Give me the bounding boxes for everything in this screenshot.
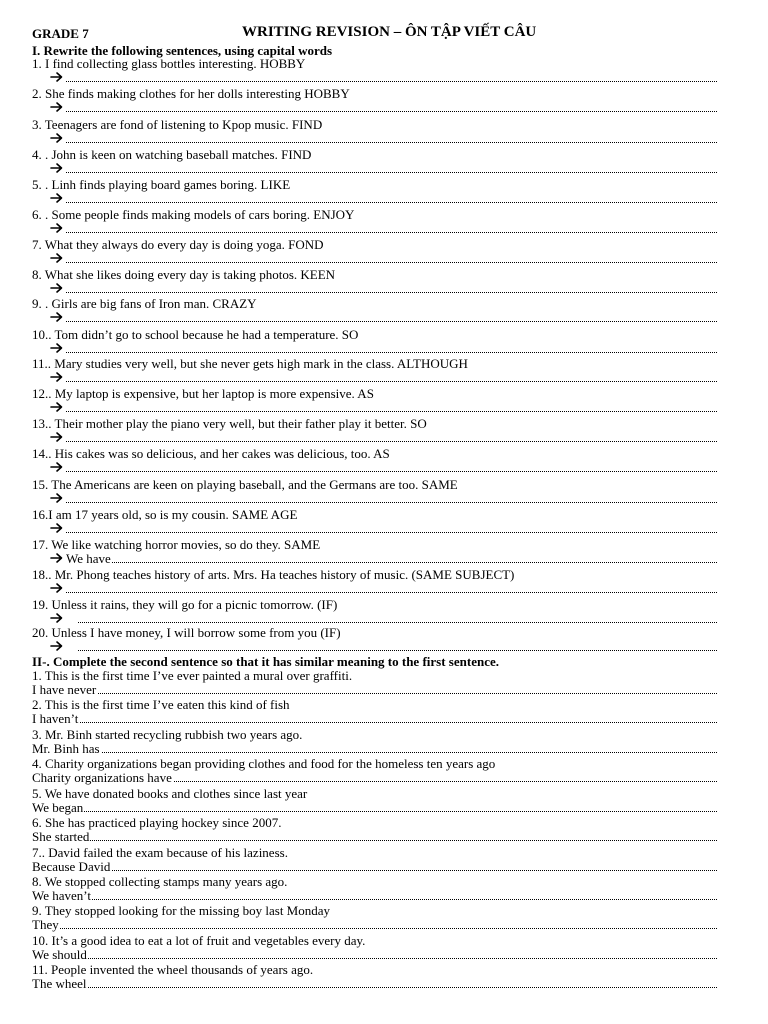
answer-line-14[interactable] <box>32 461 717 475</box>
question-20: 20. Unless I have money, I will borrow some from you (IF) <box>32 625 341 640</box>
prompt-sentence-9: 9. They stopped looking for the missing boy last Monday <box>32 903 331 918</box>
dotted-rule <box>66 292 717 293</box>
dotted-rule <box>66 352 717 353</box>
dotted-rule <box>32 693 717 694</box>
worksheet-header <box>32 26 722 42</box>
completion-line-8[interactable] <box>32 889 717 903</box>
completion-line-1[interactable] <box>32 683 717 697</box>
dotted-rule <box>66 471 717 472</box>
completion-line-2[interactable] <box>32 712 717 726</box>
completion-prefix: I have never <box>32 682 97 697</box>
worksheet-title: WRITING REVISION – ÔN TẬP VIẾT CÂU <box>242 24 537 40</box>
answer-line-17[interactable] <box>32 552 717 566</box>
completion-line-11[interactable] <box>32 977 717 991</box>
arrow-right-icon <box>50 282 64 295</box>
prompt-sentence-2: 2. This is the first time I’ve eaten this kind of fish <box>32 697 290 712</box>
dotted-rule <box>66 232 717 233</box>
dotted-rule <box>32 722 717 723</box>
answer-line-12[interactable] <box>32 401 717 415</box>
completion-line-4[interactable] <box>32 771 717 785</box>
dotted-rule <box>78 622 717 623</box>
prompt-sentence-8: 8. We stopped collecting stamps many years ago. <box>32 874 288 889</box>
dotted-rule <box>66 562 717 563</box>
question-14: 14.. His cakes was so delicious, and her cakes was delicious, too. AS <box>32 446 390 461</box>
answer-line-7[interactable] <box>32 252 717 266</box>
dotted-rule <box>66 502 717 503</box>
answer-line-11[interactable] <box>32 371 717 385</box>
answer-line-9[interactable] <box>32 311 717 325</box>
completion-prefix: We began <box>32 800 84 815</box>
completion-prefix: We should <box>32 947 87 962</box>
completion-line-9[interactable] <box>32 918 717 932</box>
dotted-rule <box>32 840 717 841</box>
question-2: 2. She finds making clothes for her dolls interesting HOBBY <box>32 86 350 101</box>
dotted-rule <box>32 928 717 929</box>
dotted-rule <box>66 441 717 442</box>
completion-prefix: I haven’t <box>32 711 79 726</box>
completion-prefix: They <box>32 917 59 932</box>
dotted-rule <box>32 752 717 753</box>
arrow-right-icon <box>50 522 64 535</box>
arrow-right-icon <box>50 311 64 324</box>
answer-line-3[interactable] <box>32 132 717 146</box>
dotted-rule <box>66 381 717 382</box>
arrow-right-icon <box>50 132 64 145</box>
arrow-right-icon <box>50 371 64 384</box>
question-19: 19. Unless it rains, they will go for a picnic tomorrow. (IF) <box>32 597 338 612</box>
arrow-right-icon <box>50 101 64 114</box>
section-2-heading: II-. Complete the second sentence so that it has similar meaning to the first sentence. <box>32 654 499 669</box>
answer-line-15[interactable] <box>32 492 717 506</box>
answer-line-10[interactable] <box>32 342 717 356</box>
answer-line-4[interactable] <box>32 162 717 176</box>
dotted-rule <box>32 811 717 812</box>
completion-prefix: The wheel <box>32 976 87 991</box>
prompt-sentence-11: 11. People invented the wheel thousands of years ago. <box>32 962 314 977</box>
arrow-right-icon <box>50 431 64 444</box>
prompt-sentence-3: 3. Mr. Binh started recycling rubbish two years ago. <box>32 727 303 742</box>
completion-line-5[interactable] <box>32 801 717 815</box>
arrow-right-icon <box>50 401 64 414</box>
answer-line-13[interactable] <box>32 431 717 445</box>
dotted-rule <box>32 870 717 871</box>
question-13: 13.. Their mother play the piano very well, but their father play it better. SO <box>32 416 427 431</box>
question-17: 17. We like watching horror movies, so do they. SAME <box>32 537 321 552</box>
answer-line-8[interactable] <box>32 282 717 296</box>
arrow-right-icon <box>50 461 64 474</box>
answer-line-20[interactable] <box>32 640 717 654</box>
question-7: 7. What they always do every day is doing yoga. FOND <box>32 237 324 252</box>
question-5: 5. . Linh finds playing board games boring. LIKE <box>32 177 291 192</box>
section-1-heading: I. Rewrite the following sentences, using capital words <box>32 43 333 58</box>
arrow-right-icon <box>50 342 64 355</box>
completion-line-6[interactable] <box>32 830 717 844</box>
arrow-right-icon <box>50 192 64 205</box>
question-12: 12.. My laptop is expensive, but her laptop is more expensive. AS <box>32 386 374 401</box>
dotted-rule <box>66 262 717 263</box>
dotted-rule <box>66 532 717 533</box>
arrow-right-icon <box>50 552 64 565</box>
answer-line-1[interactable] <box>32 71 717 85</box>
prompt-sentence-10: 10. It’s a good idea to eat a lot of fruit and vegetables every day. <box>32 933 366 948</box>
completion-line-7[interactable] <box>32 860 717 874</box>
dotted-rule <box>66 142 717 143</box>
dotted-rule <box>78 650 717 651</box>
prompt-sentence-6: 6. She has practiced playing hockey since 2007. <box>32 815 282 830</box>
question-9: 9. . Girls are big fans of Iron man. CRAZY <box>32 296 257 311</box>
answer-line-2[interactable] <box>32 101 717 115</box>
completion-line-3[interactable] <box>32 742 717 756</box>
dotted-rule <box>66 172 717 173</box>
question-8: 8. What she likes doing every day is taking photos. KEEN <box>32 267 336 282</box>
arrow-right-icon <box>50 222 64 235</box>
question-3: 3. Teenagers are fond of listening to Kpop music. FIND <box>32 117 323 132</box>
question-10: 10.. Tom didn’t go to school because he had a temperature. SO <box>32 327 359 342</box>
answer-line-16[interactable] <box>32 522 717 536</box>
answer-line-6[interactable] <box>32 222 717 236</box>
dotted-rule <box>66 411 717 412</box>
dotted-rule <box>66 81 717 82</box>
arrow-right-icon <box>50 612 64 625</box>
question-11: 11.. Mary studies very well, but she never gets high mark in the class. ALTHOUGH <box>32 356 468 371</box>
arrow-right-icon <box>50 582 64 595</box>
prompt-sentence-1: 1. This is the first time I’ve ever painted a mural over graffiti. <box>32 668 353 683</box>
answer-line-18[interactable] <box>32 582 717 596</box>
dotted-rule <box>66 321 717 322</box>
dotted-rule <box>66 111 717 112</box>
question-15: 15. The Americans are keen on playing baseball, and the Germans are too. SAME <box>32 477 458 492</box>
answer-line-19[interactable] <box>32 612 717 626</box>
question-1: 1. I find collecting glass bottles interesting. HOBBY <box>32 56 306 71</box>
dotted-rule <box>32 987 717 988</box>
completion-prefix: Mr. Binh has <box>32 741 100 756</box>
arrow-right-icon <box>50 252 64 265</box>
answer-prefix: We have <box>66 552 111 566</box>
completion-line-10[interactable] <box>32 948 717 962</box>
prompt-sentence-4: 4. Charity organizations began providing clothes and food for the homeless ten years ago <box>32 756 496 771</box>
grade-label: GRADE 7 <box>32 26 89 41</box>
dotted-rule <box>66 202 717 203</box>
dotted-rule <box>32 899 717 900</box>
question-18: 18.. Mr. Phong teaches history of arts. Mrs. Ha teaches history of music. (SAME SUBJECT) <box>32 567 515 582</box>
arrow-right-icon <box>50 640 64 653</box>
prompt-sentence-5: 5. We have donated books and clothes since last year <box>32 786 308 801</box>
completion-prefix: Charity organizations have <box>32 770 172 785</box>
arrow-right-icon <box>50 162 64 175</box>
question-4: 4. . John is keen on watching baseball matches. FIND <box>32 147 312 162</box>
dotted-rule <box>66 592 717 593</box>
question-6: 6. . Some people finds making models of cars boring. ENJOY <box>32 207 355 222</box>
arrow-right-icon <box>50 492 64 505</box>
arrow-right-icon <box>50 71 64 84</box>
completion-prefix: She started <box>32 829 90 844</box>
answer-line-5[interactable] <box>32 192 717 206</box>
prompt-sentence-7: 7.. David failed the exam because of his laziness. <box>32 845 288 860</box>
completion-prefix: We haven’t <box>32 888 91 903</box>
completion-prefix: Because David <box>32 859 111 874</box>
question-16: 16.I am 17 years old, so is my cousin. SAME AGE <box>32 507 298 522</box>
dotted-rule <box>32 958 717 959</box>
